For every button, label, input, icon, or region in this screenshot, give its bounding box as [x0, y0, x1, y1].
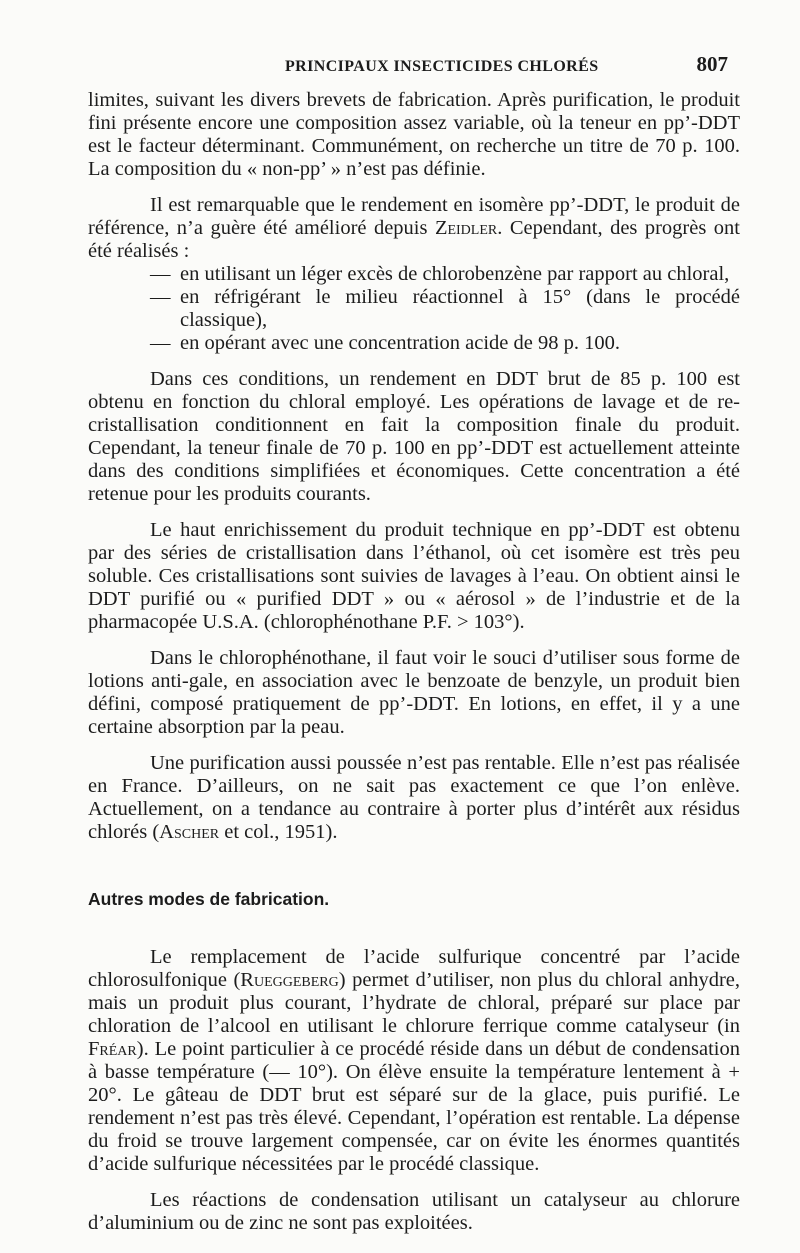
running-title: PRINCIPAUX INSECTICIDES CHLORÉS	[285, 58, 599, 75]
paragraph-2	[88, 194, 740, 263]
dash-list	[88, 263, 740, 355]
paragraph-7-text-b: ) permet d’utiliser, non plus du chloral anhydre, mais un produit plus courant, l’hydrate de chloral, préparé sur place par chloration de l’alcool en utilisant le chlorure ferrique comme catalyseur (in	[88, 969, 740, 1037]
paragraph-4: Le haut enrichissement du produit technique en pp’-DDT est obtenu par des séries de cristallisation dans l’éthanol, où cet isomère est très peu soluble. Ces cristallisations sont suivies de lavages à l’eau. On obtient ainsi le DDT purifié ou « purified DDT » ou « aérosol » de l’industrie et de la pharmacopée U.S.A. (chlorophénothane P.F. > 103°).	[88, 519, 740, 633]
paragraph-1: limites, suivant les divers brevets de fabrication. Après purification, le produit fini présente encore une composition assez variable, où la teneur en pp’-DDT est le facteur déterminant. Communément, on recherche un titre de 70 p. 100. La composition du « non-pp’ » n’est pas définie.	[88, 89, 740, 180]
paragraph-7	[88, 946, 740, 1176]
author-name: Zeidler	[434, 217, 498, 239]
paragraph-2-text-a: Il est remarquable que le rendement en isomère pp’-DDT, le produit de référence, n’a guère été amélioré depuis	[88, 194, 740, 239]
author-name: Fréar	[88, 1038, 137, 1060]
paragraph-6	[88, 752, 740, 844]
author-name: Rueggeberg	[240, 969, 339, 991]
list-item: — en opérant avec une concentration acide de 98 p. 100.	[150, 332, 740, 355]
paragraph-3: Dans ces conditions, un rendement en DDT brut de 85 p. 100 est obtenu en fonction du chloral employé. Les opérations de lavage et de re-cristallisation conditionnent en fait la composition finale du produit. Cependant, la teneur finale de 70 p. 100 en pp’-DDT est actuellement atteinte dans des conditions simplifiées et économiques. Cette concentration a été retenue pour les produits courants.	[88, 368, 740, 505]
paragraph-7-text-c: ). Le point particulier à ce procédé réside dans un début de condensation à basse température (— 10°). On élève ensuite la température lentement à + 20°. Le gâteau de DDT brut est séparé sur de la glace, puis purifié. Le rendement n’est pas très élevé. Cependant, l’opération est rentable. La dépense du froid se trouve largement compensée, car on évite les énormes quantités d’acide sulfurique nécessitées par le procédé classique.	[88, 1038, 740, 1175]
paragraph-2-text-b: . Cependant, des progrès ont été réalisés :	[88, 217, 740, 262]
paragraph-6-text-a: Une purification aussi poussée n’est pas rentable. Elle n’est pas réalisée en France. D’ailleurs, on ne sait pas exactement ce que l’on enlève. Actuellement, on a tendance au contraire à porter plus d’intérêt aux résidus chlorés (	[88, 752, 740, 843]
body-text	[88, 89, 740, 1235]
section-heading: Autres modes de fabrication.	[88, 889, 330, 909]
list-item: — en utilisant un léger excès de chlorobenzène par rapport au chloral,	[150, 263, 740, 286]
paragraph-6-text-b: et col., 1951).	[219, 821, 338, 843]
author-name: Ascher	[159, 821, 220, 843]
paragraph-7-text-a: Le remplacement de l’acide sulfurique concentré par l’acide chlorosulfonique (	[88, 946, 740, 991]
paragraph-5: Dans le chlorophénothane, il faut voir le souci d’utiliser sous forme de lotions anti-gale, en association avec le benzoate de benzyle, un produit bien défini, composé pratiquement de pp’-DDT. En lotions, en effet, il y a une certaine absorption par la peau.	[88, 647, 740, 738]
list-item: — en réfrigérant le milieu réactionnel à 15° (dans le procédé classique),	[150, 286, 740, 332]
paragraph-8: Les réactions de condensation utilisant un catalyseur au chlorure d’aluminium ou de zinc ne sont pas exploitées.	[88, 1189, 740, 1234]
running-header	[150, 52, 728, 77]
page-number: 807	[696, 52, 728, 76]
